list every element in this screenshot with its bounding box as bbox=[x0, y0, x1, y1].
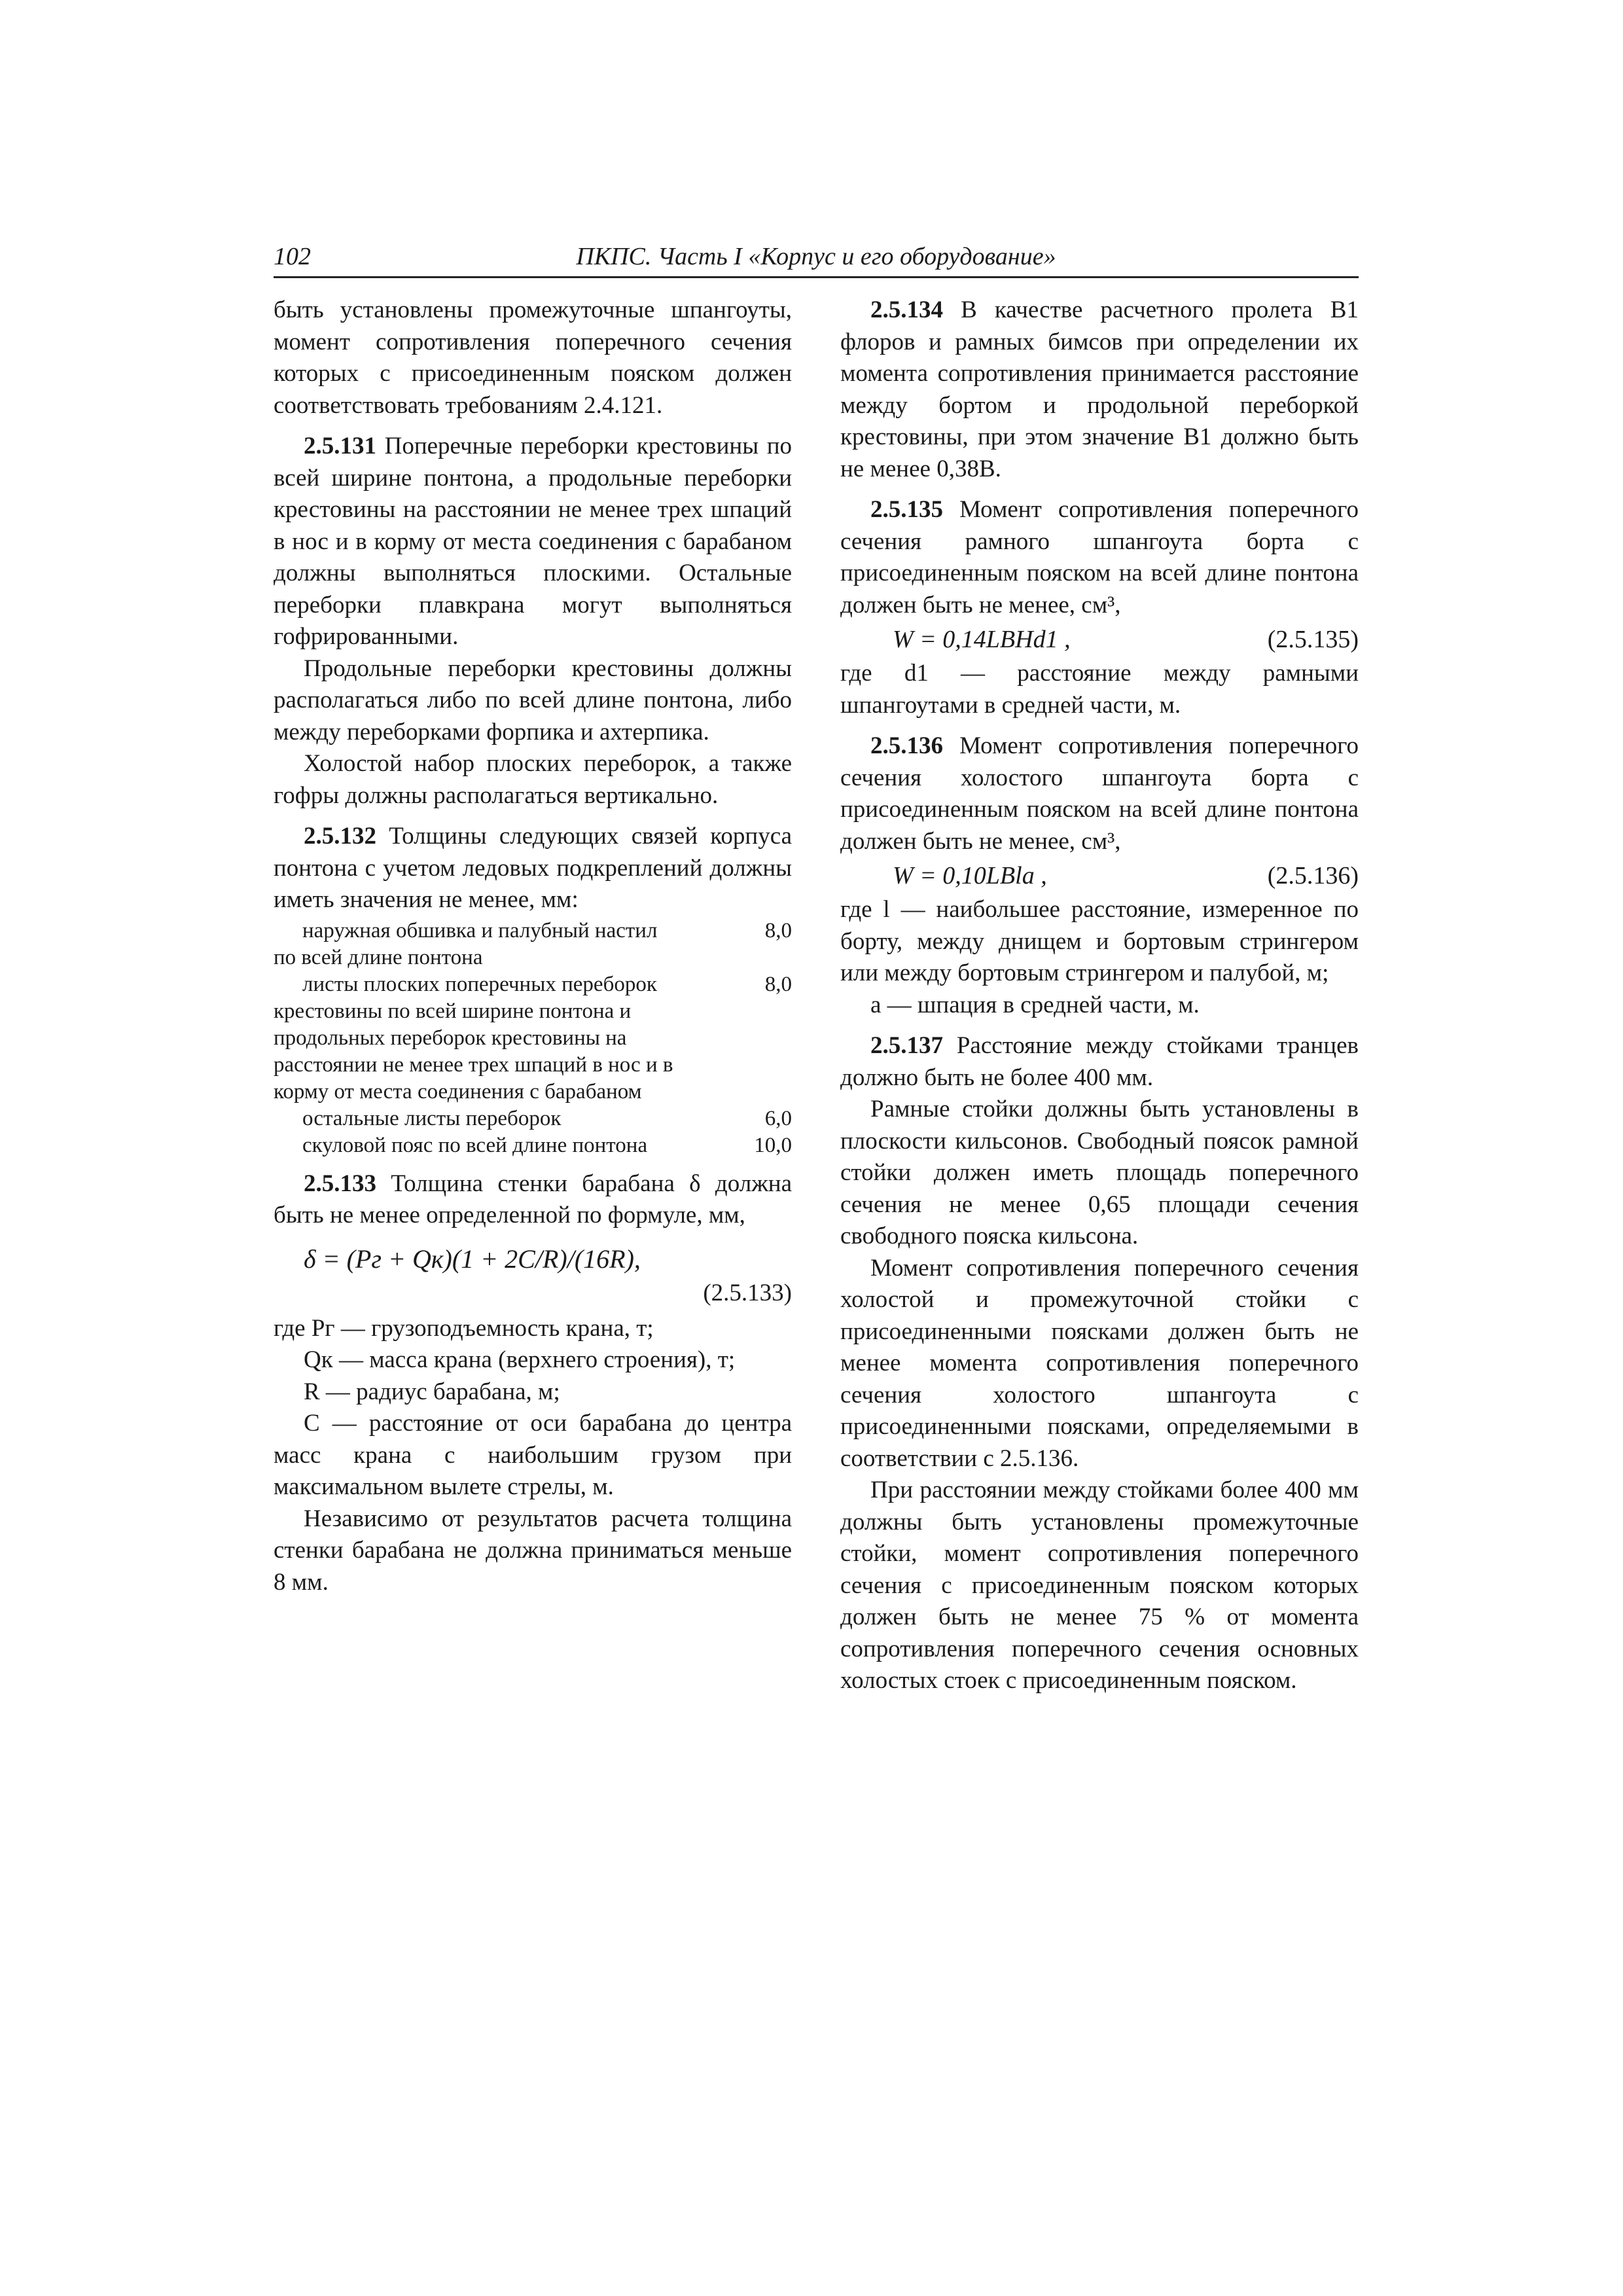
item-text: остальные листы переборок bbox=[302, 1106, 562, 1130]
item-value: 6,0 bbox=[764, 1106, 792, 1130]
item-text-cont: по всей длине понтона bbox=[274, 945, 483, 969]
clause-number: 2.5.131 bbox=[304, 433, 376, 459]
paragraph: Продольные переборки крестовины должны располагаться либо по всей длине понтона, либо между переборками форпика и ахтерпика. bbox=[274, 655, 792, 745]
clause-2-5-131 bbox=[274, 431, 792, 653]
formula: W = 0,14LBHd1 , bbox=[893, 626, 1071, 653]
item-text: листы плоских поперечных переборок bbox=[302, 972, 657, 996]
clause-text: Толщины следующих связей корпуса понтона с учетом ледовых подкреплений должны иметь значения не менее, мм: bbox=[274, 823, 792, 913]
paragraph: Холостой набор плоских переборок, а также гофры должны располагаться вертикально. bbox=[274, 750, 792, 809]
page-header bbox=[274, 237, 1359, 278]
item-text: наружная обшивка и палубный настил bbox=[302, 918, 658, 942]
clause-2-5-134 bbox=[840, 295, 1359, 485]
definition: где l — наибольшее расстояние, измеренное по борту, между днищем и бортовым стрингером или между бортовым стрингером и палубой, м; bbox=[840, 896, 1359, 986]
clause-2-5-133 bbox=[274, 1168, 792, 1232]
item-value: 8,0 bbox=[764, 972, 792, 996]
formula-2-5-135 bbox=[840, 621, 1359, 658]
definition: где d1 — расстояние между рамными шпангоутами в средней части, м. bbox=[840, 660, 1359, 719]
paragraph: Момент сопротивления поперечного сечения холостой и промежуточной стойки с присоединенными поясками должен быть не менее момента сопротивления поперечного сечения холостого шпангоута с присоединенными поясками, определяемыми в соответствии с 2.5.136. bbox=[840, 1254, 1359, 1472]
paragraph: Рамные стойки должны быть установлены в плоскости кильсонов. Свободный поясок рамной стойки должен иметь площадь поперечного сечения не менее 0,65 площади сечения свободного пояска кильсона. bbox=[840, 1096, 1359, 1249]
list-item bbox=[274, 971, 792, 1105]
clause-text: Поперечные переборки крестовины по всей ширине понтона, а продольные переборки крестовины на расстоянии не менее трех шпаций в нос и в корму от места соединения с барабаном должны выполняться плоскими. Остальные переборки плавкрана могут выполняться гофрированными. bbox=[274, 433, 792, 650]
clause-number: 2.5.137 bbox=[870, 1032, 943, 1059]
clause-number: 2.5.136 bbox=[870, 732, 943, 759]
thickness-list bbox=[274, 918, 792, 1159]
list-item bbox=[274, 1105, 792, 1132]
formula: δ = (Pг + Qк)(1 + 2C/R)/(16R), bbox=[304, 1244, 641, 1274]
page-number: 102 bbox=[274, 243, 311, 270]
definition: C — расстояние от оси барабана до центра масс крана с наибольшим грузом при максимальном вылете стрелы, м. bbox=[274, 1410, 792, 1500]
formula-number: (2.5.135) bbox=[1267, 626, 1359, 653]
left-column bbox=[274, 295, 792, 1598]
definition: a — шпация в средней части, м. bbox=[870, 991, 1200, 1018]
clause-text: Момент сопротивления поперечного сечения холостого шпангоута борта с присоединенным пояском на всей длине понтона должен быть не менее, см³, bbox=[840, 732, 1359, 855]
clause-text: В качестве расчетного пролета B1 флоров и рамных бимсов при определении их момента сопротивления принимается расстояние между бортом и продольной переборкой крестовины, при этом значение B1 должно быть не менее 0,38B. bbox=[840, 296, 1359, 482]
formula-2-5-133 bbox=[274, 1236, 792, 1313]
clause-number: 2.5.133 bbox=[304, 1170, 376, 1197]
definition: R — радиус барабана, м; bbox=[304, 1378, 560, 1405]
clause-number: 2.5.132 bbox=[304, 823, 376, 850]
clause-2-5-137 bbox=[840, 1030, 1359, 1094]
paragraph-continued: быть установлены промежуточные шпангоуты, момент сопротивления поперечного сечения которых с присоединенным пояском должен соответствовать требованиям 2.4.121. bbox=[274, 296, 792, 419]
clause-number: 2.5.135 bbox=[870, 496, 943, 523]
definition: Qк — масса крана (верхнего строения), т; bbox=[304, 1346, 736, 1373]
item-text: скуловой пояс по всей длине понтона bbox=[302, 1133, 648, 1157]
paragraph: Независимо от результатов расчета толщина стенки барабана не должна приниматься меньше 8 мм. bbox=[274, 1505, 792, 1596]
running-title: ПКПС. Часть I «Корпус и его оборудование» bbox=[576, 243, 1056, 270]
clause-2-5-135 bbox=[840, 494, 1359, 621]
item-value: 8,0 bbox=[764, 918, 792, 942]
clause-2-5-132 bbox=[274, 821, 792, 916]
right-column bbox=[840, 295, 1359, 1697]
formula-2-5-136 bbox=[840, 857, 1359, 894]
clause-text: Толщина стенки барабана δ должна быть не менее определенной по формуле, мм, bbox=[274, 1170, 792, 1229]
list-item bbox=[274, 918, 792, 971]
paragraph: При расстоянии между стойками более 400 мм должны быть установлены промежуточные стойки, момент сопротивления поперечного сечения с присоединенным пояском которых должен быть не менее 75 % от момента сопротивления поперечного сечения основных холостых стоек с присоединенным пояском. bbox=[840, 1477, 1359, 1694]
item-text-cont: крестовины по всей ширине понтона и продольных переборок крестовины на расстоянии не менее трех шпаций в нос и в корму от места соединения с барабаном bbox=[274, 999, 673, 1103]
clause-text: Расстояние между стойками транцев должно быть не более 400 мм. bbox=[840, 1032, 1359, 1091]
formula-number: (2.5.136) bbox=[1267, 862, 1359, 889]
definition: где Pг — грузоподъемность крана, т; bbox=[274, 1314, 654, 1342]
item-value: 10,0 bbox=[754, 1133, 792, 1157]
formula: W = 0,10LBla , bbox=[893, 862, 1047, 889]
list-item bbox=[274, 1132, 792, 1159]
formula-number: (2.5.133) bbox=[703, 1279, 792, 1306]
clause-text: Момент сопротивления поперечного сечения рамного шпангоута борта с присоединенным пояском на всей длине понтона должен быть не менее, см³, bbox=[840, 496, 1359, 619]
clause-2-5-136 bbox=[840, 730, 1359, 857]
clause-number: 2.5.134 bbox=[870, 296, 943, 323]
